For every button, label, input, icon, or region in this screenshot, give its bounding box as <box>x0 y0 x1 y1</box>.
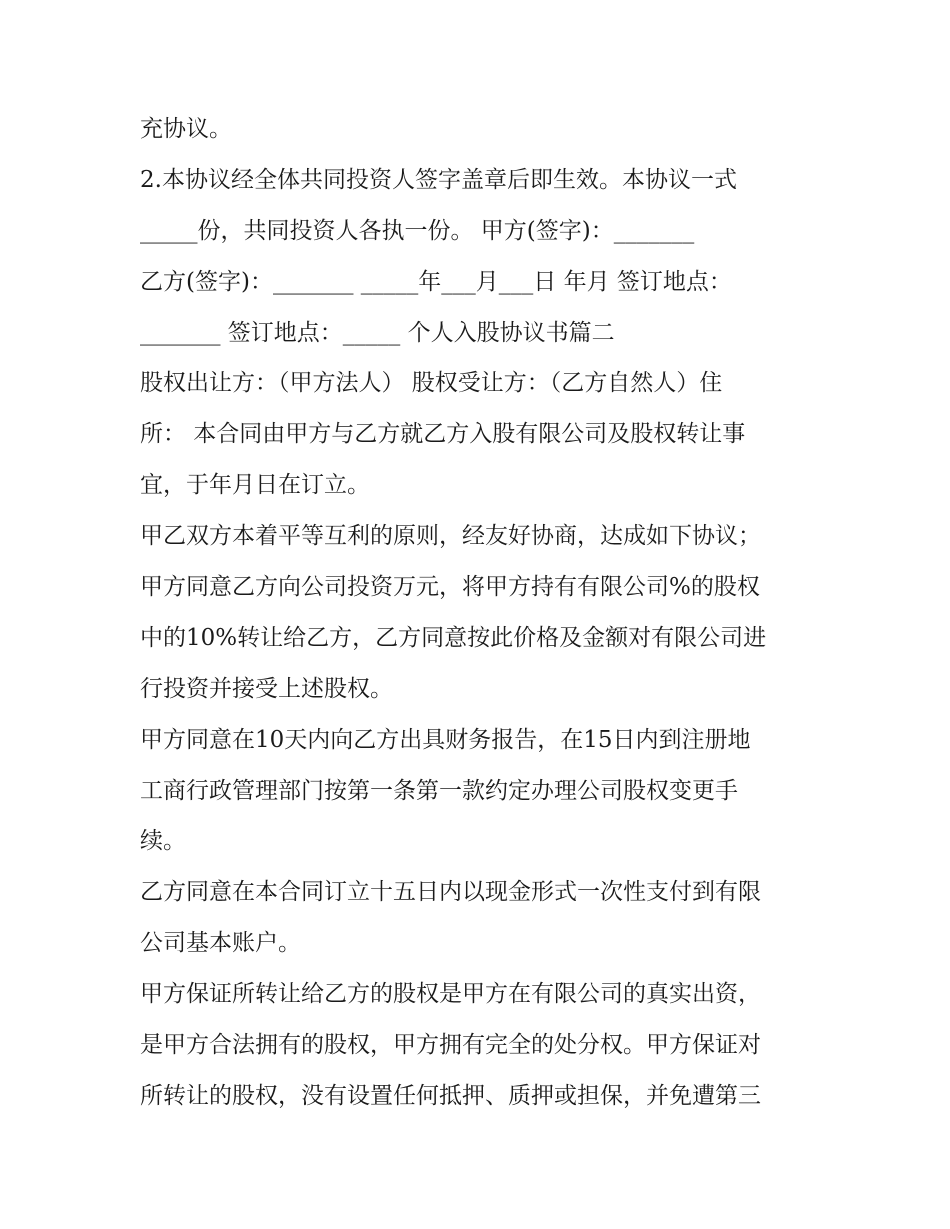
text-line: 股权出让方：（甲方法人） 股权受让方：（乙方自然人）住 <box>140 370 723 397</box>
document-body <box>140 104 820 1122</box>
text-line: 中的10%转让给乙方，乙方同意按此价格及金额对有限公司进 <box>140 624 767 651</box>
text-line: 工商行政管理部门按第一条第一款约定办理公司股权变更手 <box>140 777 738 804</box>
text-line: _____份，共同投资人各执一份。 甲方(签字)：_______ <box>140 217 695 244</box>
text-line: 2.本协议经全体共同投资人签字盖章后即生效。本协议一式 <box>140 166 737 193</box>
text-line: 是甲方合法拥有的股权，甲方拥有完全的处分权。甲方保证对 <box>140 1032 761 1059</box>
text-line: 甲方同意乙方向公司投资万元，将甲方持有有限公司%的股权 <box>140 574 760 601</box>
text-line: 行投资并接受上述股权。 <box>140 675 393 702</box>
text-line: 公司基本账户。 <box>140 930 301 957</box>
text-line: 乙方(签字)：_______ _____年___月___日 年月 签订地点： <box>140 268 732 295</box>
text-line: 所： 本合同由甲方与乙方就乙方入股有限公司及股权转让事 <box>140 421 746 448</box>
text-line: _______ 签订地点：_____ 个人入股协议书篇二 <box>140 319 615 346</box>
text-line: 甲方同意在10天内向乙方出具财务报告，在15日内到注册地 <box>140 726 751 753</box>
text-line: 乙方同意在本合同订立十五日内以现金形式一次性支付到有限 <box>140 879 761 906</box>
text-line: 甲乙双方本着平等互利的原则，经友好协商，达成如下协议； <box>140 523 761 550</box>
text-line: 所转让的股权，没有设置任何抵押、质押或担保，并免遭第三 <box>140 1082 761 1109</box>
text-line: 甲方保证所转让给乙方的股权是甲方在有限公司的真实出资， <box>140 981 761 1008</box>
text-line: 续。 <box>140 828 186 855</box>
text-line: 宜，于年月日在订立。 <box>140 472 370 499</box>
text-line: 充协议。 <box>140 116 232 142</box>
